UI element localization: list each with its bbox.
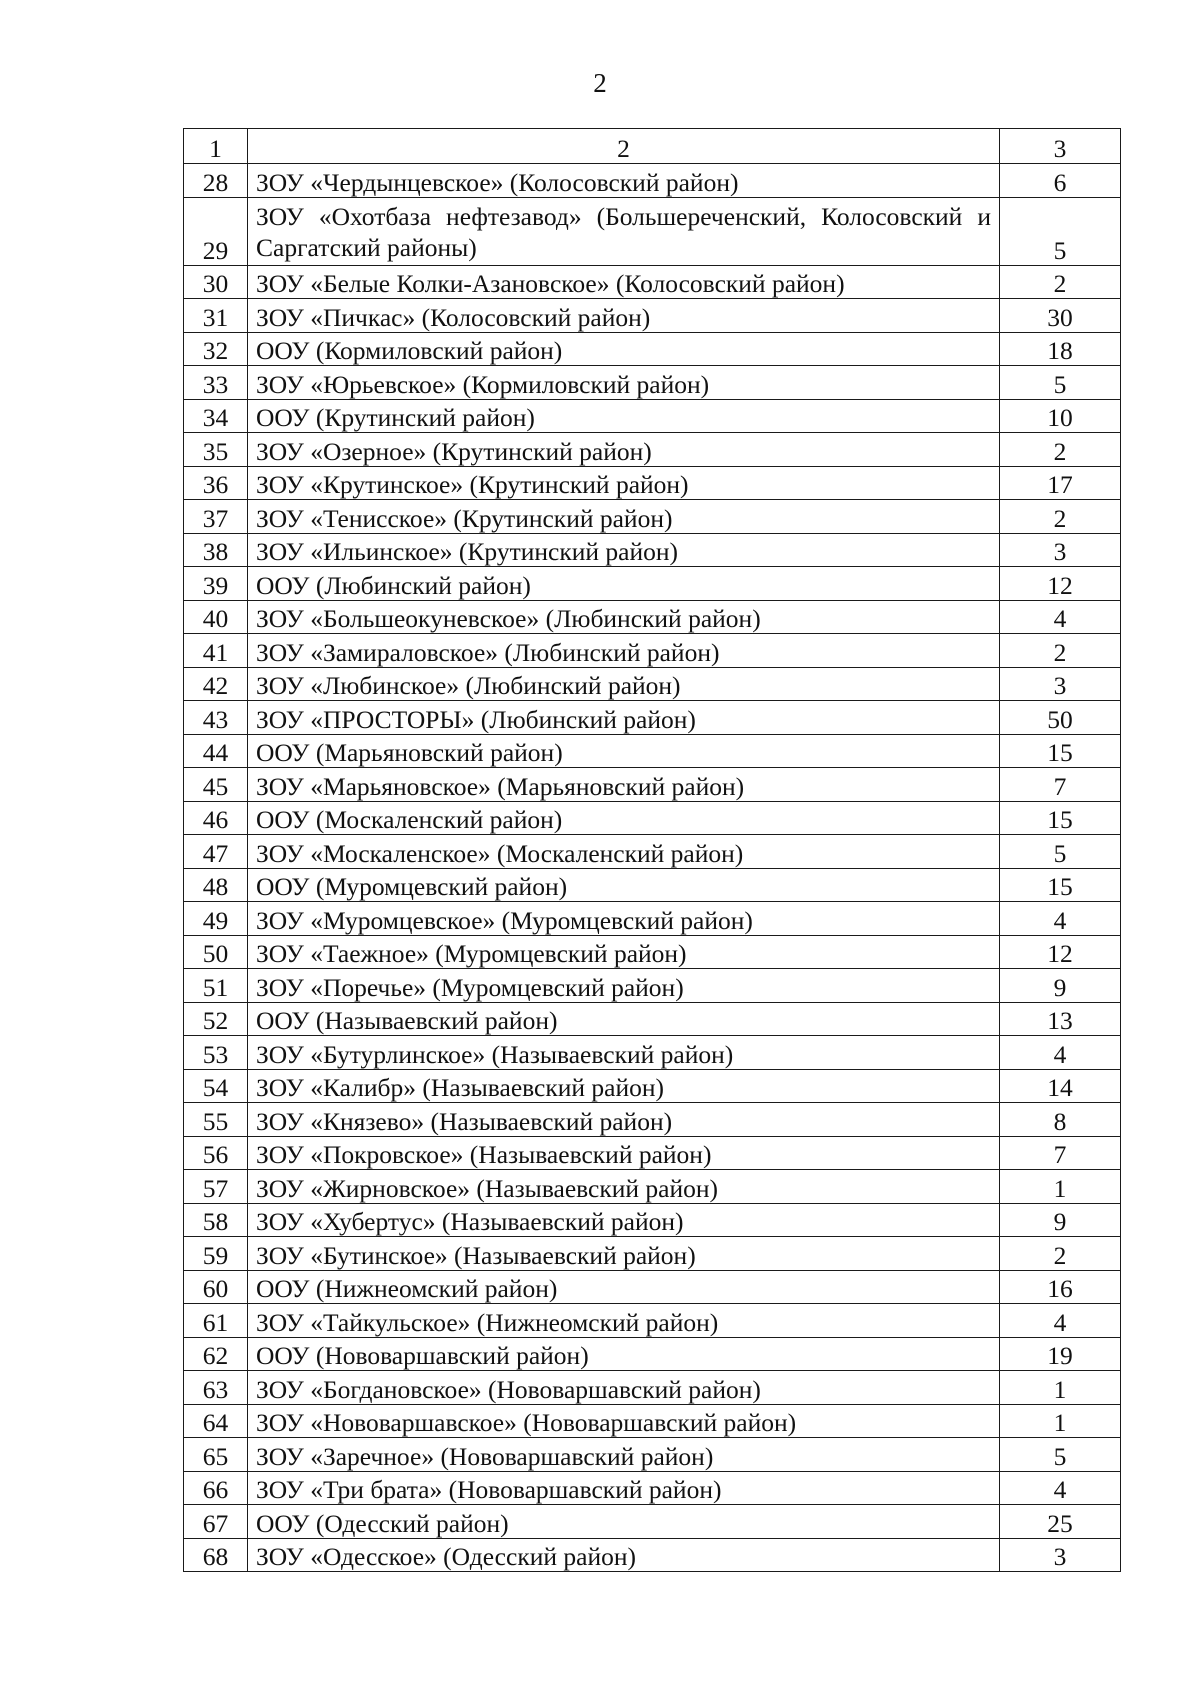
hunting-ground-name: ЗОУ «Москаленское» (Москаленский район) xyxy=(248,835,1000,869)
table-row xyxy=(184,197,1121,265)
hunting-ground-name: ЗОУ «Нововаршавское» (Нововаршавский район) xyxy=(248,1404,1000,1438)
hunting-ground-name: ООУ (Москаленский район) xyxy=(248,801,1000,835)
row-value: 2 xyxy=(1000,433,1121,467)
row-value: 15 xyxy=(1000,801,1121,835)
row-value: 1 xyxy=(1000,1371,1121,1405)
table-row xyxy=(184,969,1121,1003)
hunting-ground-name: ЗОУ «Таежное» (Муромцевский район) xyxy=(248,935,1000,969)
row-number: 36 xyxy=(184,466,248,500)
row-value: 5 xyxy=(1000,1438,1121,1472)
table-row xyxy=(184,366,1121,400)
row-number: 29 xyxy=(184,197,248,265)
table-row xyxy=(184,1170,1121,1204)
row-value: 50 xyxy=(1000,701,1121,735)
hunting-ground-name: ЗОУ «Марьяновское» (Марьяновский район) xyxy=(248,768,1000,802)
hunting-ground-name: ЗОУ «Любинское» (Любинский район) xyxy=(248,667,1000,701)
row-number: 53 xyxy=(184,1036,248,1070)
table-row xyxy=(184,902,1121,936)
hunting-ground-name: ЗОУ «Ильинское» (Крутинский район) xyxy=(248,533,1000,567)
row-value: 4 xyxy=(1000,1036,1121,1070)
hunting-ground-name: ООУ (Марьяновский район) xyxy=(248,734,1000,768)
table-row xyxy=(184,1304,1121,1338)
table-row xyxy=(184,1136,1121,1170)
hunting-ground-name: ЗОУ «Жирновское» (Называевский район) xyxy=(248,1170,1000,1204)
row-number: 62 xyxy=(184,1337,248,1371)
row-value: 3 xyxy=(1000,667,1121,701)
row-number: 37 xyxy=(184,500,248,534)
row-value: 1 xyxy=(1000,1170,1121,1204)
row-value: 4 xyxy=(1000,600,1121,634)
row-value: 14 xyxy=(1000,1069,1121,1103)
table-row xyxy=(184,567,1121,601)
row-number: 47 xyxy=(184,835,248,869)
row-value: 18 xyxy=(1000,332,1121,366)
row-value: 25 xyxy=(1000,1505,1121,1539)
row-number: 28 xyxy=(184,164,248,198)
row-number: 50 xyxy=(184,935,248,969)
row-number: 51 xyxy=(184,969,248,1003)
table-row xyxy=(184,1371,1121,1405)
row-value: 7 xyxy=(1000,768,1121,802)
table-row xyxy=(184,1538,1121,1572)
hunting-ground-name: ЗОУ «Заречное» (Нововаршавский район) xyxy=(248,1438,1000,1472)
table-row xyxy=(184,634,1121,668)
table-row xyxy=(184,1471,1121,1505)
row-value: 9 xyxy=(1000,1203,1121,1237)
hunting-ground-name: ООУ (Одесский район) xyxy=(248,1505,1000,1539)
header-col-2: 2 xyxy=(248,129,1000,164)
row-value: 7 xyxy=(1000,1136,1121,1170)
table-row xyxy=(184,1404,1121,1438)
hunting-ground-name: ЗОУ «Большеокуневское» (Любинский район) xyxy=(248,600,1000,634)
row-value: 19 xyxy=(1000,1337,1121,1371)
table-row xyxy=(184,299,1121,333)
hunting-ground-name: ЗОУ «Пичкас» (Колосовский район) xyxy=(248,299,1000,333)
row-value: 12 xyxy=(1000,567,1121,601)
table-row xyxy=(184,1069,1121,1103)
table-row xyxy=(184,1203,1121,1237)
header-col-1: 1 xyxy=(184,129,248,164)
row-number: 54 xyxy=(184,1069,248,1103)
row-number: 30 xyxy=(184,265,248,299)
row-number: 52 xyxy=(184,1002,248,1036)
row-number: 34 xyxy=(184,399,248,433)
hunting-ground-name: ЗОУ «Муромцевское» (Муромцевский район) xyxy=(248,902,1000,936)
row-number: 48 xyxy=(184,868,248,902)
hunting-ground-name: ООУ (Нововаршавский район) xyxy=(248,1337,1000,1371)
row-number: 41 xyxy=(184,634,248,668)
hunting-ground-name: ЗОУ «Бутурлинское» (Называевский район) xyxy=(248,1036,1000,1070)
row-value: 17 xyxy=(1000,466,1121,500)
table-row xyxy=(184,265,1121,299)
row-number: 45 xyxy=(184,768,248,802)
row-value: 13 xyxy=(1000,1002,1121,1036)
hunting-ground-name: ООУ (Любинский район) xyxy=(248,567,1000,601)
row-number: 66 xyxy=(184,1471,248,1505)
table-row xyxy=(184,533,1121,567)
table-row xyxy=(184,835,1121,869)
row-number: 64 xyxy=(184,1404,248,1438)
hunting-ground-name: ООУ (Крутинский район) xyxy=(248,399,1000,433)
page-number: 2 xyxy=(593,68,607,98)
table-row xyxy=(184,600,1121,634)
hunting-ground-name: ЗОУ «Крутинское» (Крутинский район) xyxy=(248,466,1000,500)
table-row xyxy=(184,768,1121,802)
row-value: 5 xyxy=(1000,366,1121,400)
row-number: 39 xyxy=(184,567,248,601)
table-row xyxy=(184,701,1121,735)
table-row xyxy=(184,1237,1121,1271)
hunting-ground-name: ООУ (Нижнеомский район) xyxy=(248,1270,1000,1304)
row-number: 59 xyxy=(184,1237,248,1271)
row-number: 49 xyxy=(184,902,248,936)
row-number: 40 xyxy=(184,600,248,634)
hunting-ground-name: ЗОУ «Богдановское» (Нововаршавский район) xyxy=(248,1371,1000,1405)
row-number: 32 xyxy=(184,332,248,366)
table-row xyxy=(184,164,1121,198)
table-body xyxy=(184,129,1121,1572)
row-number: 58 xyxy=(184,1203,248,1237)
hunting-ground-name: ЗОУ «Замираловское» (Любинский район) xyxy=(248,634,1000,668)
hunting-ground-name: ЗОУ «Юрьевское» (Кормиловский район) xyxy=(248,366,1000,400)
table-row xyxy=(184,399,1121,433)
row-number: 65 xyxy=(184,1438,248,1472)
hunting-ground-name: ЗОУ «Поречье» (Муромцевский район) xyxy=(248,969,1000,1003)
row-number: 35 xyxy=(184,433,248,467)
row-number: 61 xyxy=(184,1304,248,1338)
table-row xyxy=(184,433,1121,467)
hunting-ground-name: ЗОУ «Тайкульское» (Нижнеомский район) xyxy=(248,1304,1000,1338)
row-value: 8 xyxy=(1000,1103,1121,1137)
hunting-ground-name: ЗОУ «Чердынцевское» (Колосовский район) xyxy=(248,164,1000,198)
hunting-ground-name: ЗОУ «Тенисское» (Крутинский район) xyxy=(248,500,1000,534)
row-value: 30 xyxy=(1000,299,1121,333)
hunting-ground-name: ЗОУ «ПРОСТОРЫ» (Любинский район) xyxy=(248,701,1000,735)
row-number: 56 xyxy=(184,1136,248,1170)
row-value: 10 xyxy=(1000,399,1121,433)
table-row xyxy=(184,1036,1121,1070)
row-number: 55 xyxy=(184,1103,248,1137)
hunting-ground-name: ЗОУ «Три брата» (Нововаршавский район) xyxy=(248,1471,1000,1505)
hunting-ground-name: ЗОУ «Покровское» (Называевский район) xyxy=(248,1136,1000,1170)
row-value: 12 xyxy=(1000,935,1121,969)
hunting-ground-name: ООУ (Кормиловский район) xyxy=(248,332,1000,366)
row-number: 46 xyxy=(184,801,248,835)
table-row xyxy=(184,935,1121,969)
table-row xyxy=(184,1438,1121,1472)
hunting-ground-name: ООУ (Называевский район) xyxy=(248,1002,1000,1036)
row-value: 4 xyxy=(1000,1304,1121,1338)
row-value: 2 xyxy=(1000,500,1121,534)
row-value: 16 xyxy=(1000,1270,1121,1304)
hunting-ground-name: ЗОУ «Озерное» (Крутинский район) xyxy=(248,433,1000,467)
hunting-ground-name: ЗОУ «Хубертус» (Называевский район) xyxy=(248,1203,1000,1237)
hunting-ground-name: ООУ (Муромцевский район) xyxy=(248,868,1000,902)
table-row xyxy=(184,734,1121,768)
row-number: 31 xyxy=(184,299,248,333)
row-number: 68 xyxy=(184,1538,248,1572)
table-row xyxy=(184,1337,1121,1371)
row-value: 9 xyxy=(1000,969,1121,1003)
row-number: 63 xyxy=(184,1371,248,1405)
hunting-ground-name: ЗОУ «Князево» (Называевский район) xyxy=(248,1103,1000,1137)
row-number: 42 xyxy=(184,667,248,701)
table-row xyxy=(184,1505,1121,1539)
row-number: 60 xyxy=(184,1270,248,1304)
table-row xyxy=(184,332,1121,366)
row-value: 1 xyxy=(1000,1404,1121,1438)
table-row xyxy=(184,1002,1121,1036)
row-value: 3 xyxy=(1000,1538,1121,1572)
hunting-ground-name: ЗОУ «Одесское» (Одесский район) xyxy=(248,1538,1000,1572)
row-value: 5 xyxy=(1000,835,1121,869)
table-row xyxy=(184,466,1121,500)
row-number: 43 xyxy=(184,701,248,735)
row-value: 5 xyxy=(1000,197,1121,265)
row-number: 38 xyxy=(184,533,248,567)
row-number: 44 xyxy=(184,734,248,768)
row-value: 2 xyxy=(1000,1237,1121,1271)
row-number: 67 xyxy=(184,1505,248,1539)
hunting-ground-name: ЗОУ «Калибр» (Называевский район) xyxy=(248,1069,1000,1103)
row-number: 33 xyxy=(184,366,248,400)
row-value: 15 xyxy=(1000,734,1121,768)
row-value: 6 xyxy=(1000,164,1121,198)
hunting-grounds-table xyxy=(183,128,1121,1572)
table-row xyxy=(184,500,1121,534)
table-row xyxy=(184,868,1121,902)
table-row xyxy=(184,801,1121,835)
row-value: 3 xyxy=(1000,533,1121,567)
table-header-row xyxy=(184,129,1121,164)
row-value: 15 xyxy=(1000,868,1121,902)
row-value: 4 xyxy=(1000,1471,1121,1505)
row-value: 2 xyxy=(1000,634,1121,668)
table-row xyxy=(184,667,1121,701)
row-value: 4 xyxy=(1000,902,1121,936)
row-number: 57 xyxy=(184,1170,248,1204)
hunting-ground-name: ЗОУ «Белые Колки-Азановское» (Колосовский район) xyxy=(248,265,1000,299)
row-value: 2 xyxy=(1000,265,1121,299)
header-col-3: 3 xyxy=(1000,129,1121,164)
table-row xyxy=(184,1103,1121,1137)
hunting-ground-name: ЗОУ «Охотбаза нефтезавод» (Большереченский, Колосовский и Саргатский районы) xyxy=(248,197,1000,265)
table-row xyxy=(184,1270,1121,1304)
hunting-ground-name: ЗОУ «Бутинское» (Называевский район) xyxy=(248,1237,1000,1271)
